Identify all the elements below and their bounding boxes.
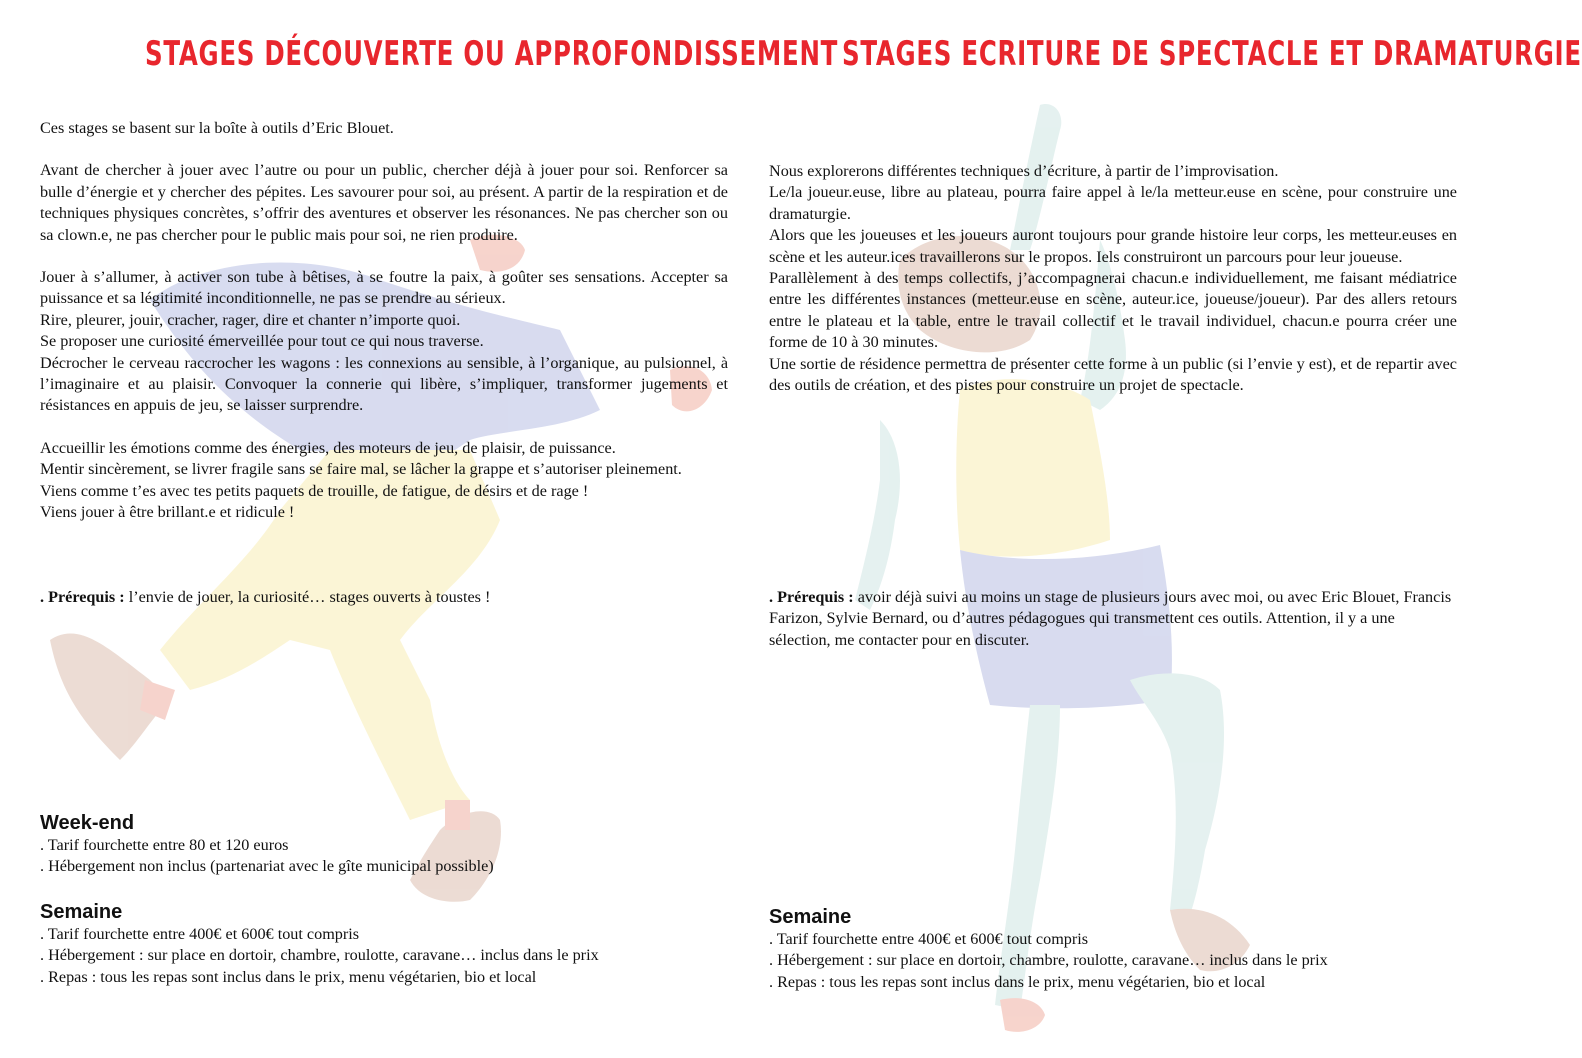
right-prerequisites xyxy=(769,587,1457,651)
left-paragraph-3-line: Viens jouer à être brillant.e et ridicule ! xyxy=(40,503,295,522)
right-paragraph-line: Alors que les joueuses et les joueurs auront toujours pour grande histoire leur corps, les metteur.euses en scène et les auteur.ices travaillerons sur le propos. Iels construiront un parcours pour leur joueuse. xyxy=(769,226,1457,266)
right-section-title: STAGES ECRITURE DE SPECTACLE ET DRAMATURGIE xyxy=(842,34,1582,74)
left-weekend-block xyxy=(40,811,728,878)
right-paragraph-line: Le/la joueur.euse, libre au plateau, pourra faire appel à le/la metteur.euse en scène, pour construire une dramaturgie. xyxy=(769,183,1457,223)
right-column xyxy=(769,161,1457,396)
weekend-line: . Tarif fourchette entre 80 et 120 euros xyxy=(40,836,289,854)
left-paragraph-2-line: Se proposer une curiosité émerveillée pour tout ce qui nous traverse. xyxy=(40,332,484,351)
left-semaine-heading: Semaine xyxy=(40,901,123,923)
right-semaine-heading: Semaine xyxy=(769,906,852,928)
right-semaine-line: . Tarif fourchette entre 400€ et 600€ tout compris xyxy=(769,930,1089,948)
left-paragraph-2-line: Jouer à s’allumer, à activer son tube à bêtises, à se foutre la paix, à goûter ses sensations. Accepter sa puissance et sa légitimité inconditionnelle, ne pas se prendre au sérieux. xyxy=(40,268,728,308)
left-prerequisites xyxy=(40,587,728,608)
weekend-heading: Week-end xyxy=(40,812,135,834)
left-column xyxy=(40,118,728,524)
left-section-title: STAGES DÉCOUVERTE OU APPROFONDISSEMENT xyxy=(145,34,839,74)
left-paragraph-3-line: Mentir sincèrement, se livrer fragile sans se faire mal, se lâcher la grappe et s’autoriser pleinement. xyxy=(40,460,682,479)
left-semaine-line: . Tarif fourchette entre 400€ et 600€ tout compris xyxy=(40,925,360,943)
right-paragraph-line: Une sortie de résidence permettra de présenter cette forme à un public (si l’envie y est), et de repartir avec des outils de création, et des pistes pour construire un projet de spectacle. xyxy=(769,354,1457,395)
right-prereq-label: . Prérequis : xyxy=(769,588,854,606)
left-paragraph-3-line: Accueillir les émotions comme des énergies, des moteurs de jeu, de plaisir, de puissance. xyxy=(40,438,616,457)
left-semaine-line: . Repas : tous les repas sont inclus dans le prix, menu végétarien, bio et local xyxy=(40,967,537,986)
left-semaine-line: . Hébergement : sur place en dortoir, chambre, roulotte, caravane… inclus dans le prix xyxy=(40,946,599,965)
right-semaine-block xyxy=(769,905,1457,993)
left-prereq-text: l’envie de jouer, la curiosité… stages ouverts à toustes ! xyxy=(124,588,491,606)
left-paragraph-2-line: Rire, pleurer, jouir, cracher, rager, dire et chanter n’importe quoi. xyxy=(40,310,461,329)
left-paragraph-1: Avant de chercher à jouer avec l’autre ou pour un public, chercher déjà à jouer pour soi. Renforcer sa bulle d’énergie et y chercher des pépites. Les savourer pour soi, au présent. A partir de la respiration et de techniques physiques concrètes, s’offrir des aventures et observer les résonances. Ne pas chercher son ou sa clown.e, ne pas chercher pour le public mais pour soi, ne rien produire. xyxy=(40,161,728,244)
right-semaine-line: . Hébergement : sur place en dortoir, chambre, roulotte, caravane… inclus dans le prix xyxy=(769,951,1328,970)
left-intro: Ces stages se basent sur la boîte à outils d’Eric Blouet. xyxy=(40,119,394,137)
right-paragraph-line: Parallèlement à des temps collectifs, j’accompagnerai chacun.e individuellement, me faisant médiatrice entre les différentes instances (metteur.euse en scène, auteur.ice, joueuse/joueur). Par des allers retours entre le plateau et la table, entre le travail collectif et le travail individuel, chacun.e pourra créer une forme de 10 à 30 minutes. xyxy=(769,269,1457,352)
left-prereq-label: . Prérequis : xyxy=(40,588,125,606)
weekend-line: . Hébergement non inclus (partenariat avec le gîte municipal possible) xyxy=(40,857,494,876)
left-paragraph-3-line: Viens comme t’es avec tes petits paquets de trouille, de fatigue, de désirs et de rage ! xyxy=(40,481,589,500)
right-prereq-text: avoir déjà suivi au moins un stage de plusieurs jours avec moi, ou avec Eric Blouet, Francis Farizon, Sylvie Bernard, ou d’autres pédagogues qui transmettent ces outils. Attention, il y a une sélection, me contacter pour en discuter. xyxy=(769,588,1452,649)
left-paragraph-2-line: Décrocher le cerveau raccrocher les wagons : les connexions au sensible, à l’organique, au pulsionnel, à l’imaginaire et au plaisir. Convoquer la connerie qui libère, s’impliquer, transformer jugements et résistances en appuis de jeu, se laisser surprendre. xyxy=(40,353,728,415)
left-semaine-block xyxy=(40,900,728,988)
right-semaine-line: . Repas : tous les repas sont inclus dans le prix, menu végétarien, bio et local xyxy=(769,972,1266,991)
right-paragraph-line: Nous explorerons différentes techniques d’écriture, à partir de l’improvisation. xyxy=(769,162,1279,180)
